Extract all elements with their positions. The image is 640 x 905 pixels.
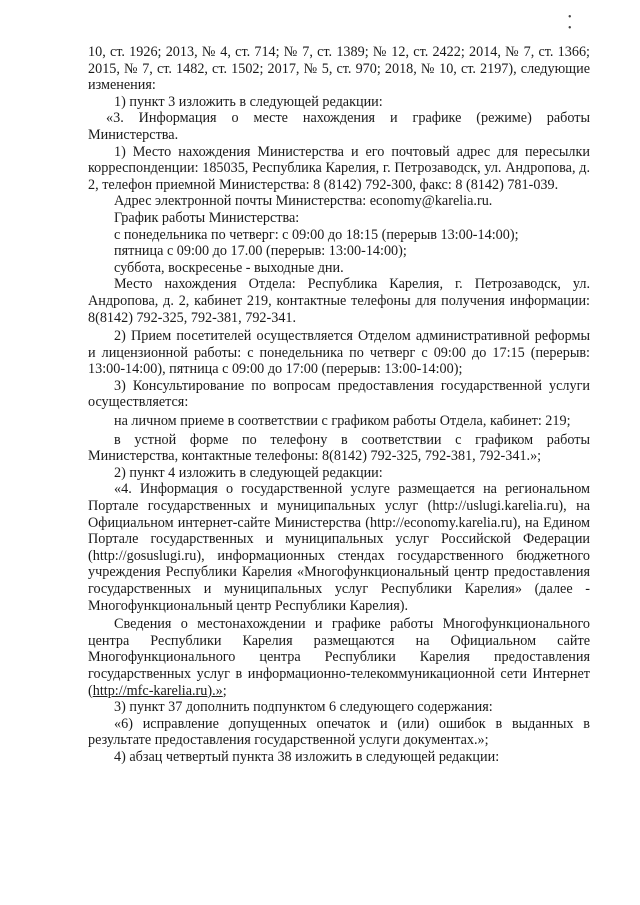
schedule-friday: пятница с 09:00 до 17.00 (перерыв: 13:00-14:00); [114,243,407,260]
department-location: Место нахождения Отдела: Республика Карелия, г. Петрозаводск, ул. Андропова, д. 2, кабинет 219, контактные телефоны для получения информации: 8(8142) 792-325, 792-381, 792-341. [88,276,590,326]
document-page [88,44,590,766]
schedule-weekend: суббота, воскресенье - выходные дни. [114,259,344,276]
mfc-info [88,616,590,699]
item-3-heading: 3) пункт 37 дополнить подпунктом 6 следующего содержания: [114,699,493,716]
mfc-info-text: Сведения о местонахождении и графике работы Многофункционального центра Республики Карелия размещаются на Официальном сайте Многофункционального центра Республики Карелия предоставления государственных услуг в информационно-телекоммуникационной сети Интернет ( [88,616,590,699]
item-1-heading: 1) пункт 3 изложить в следующей редакции: [114,93,383,110]
item-2-heading: 2) пункт 4 изложить в следующей редакции: [114,464,383,481]
section-4-text: «4. Информация о государственной услуге размещается на региональном Портале государственных и муниципальных услуг (http://uslugi.karelia.ru), на Официальном интернет-сайте Министерства (http://economy.karelia.ru), на Едином Портале государственных и муниципальных услуг Российской Федерации (http://gosuslugi.ru), информационных стендах государственного бюджетного учреждения Республики Карелия «Многофункциональный центр предоставления государственных и муниципальных услуг Республики Карелия» (далее - Многофункциональный центр Республики Карелия). [88,481,590,614]
paragraph-continuation: 10, ст. 1926; 2013, № 4, ст. 714; № 7, ст. 1389; № 12, ст. 2422; 2014, № 7, ст. 1366; 2015, № 7, ст. 1482, ст. 1502; 2017, № 5, ст. 970; 2018, № 10, ст. 2197), следующие изменения: [88,44,590,94]
consultation-phone: в устной форме по телефону в соответствии с графиком работы Министерства, контактные телефоны: 8(8142) 792-325, 792-381, 792-341.»; [88,431,590,465]
section-3-title: «3. Информация о месте нахождения и графике (режиме) работы Министерства. [88,110,590,143]
item-4-heading: 4) абзац четвертый пункта 38 изложить в следующей редакции: [114,748,500,765]
ministry-email: Адрес электронной почты Министерства: economy@karelia.ru. [114,193,493,210]
mfc-info-end: ; [222,682,227,699]
item-3-text: «6) исправление допущенных опечаток и (или) ошибок в выданных в результате предоставления государственной услуги документах.»; [88,715,590,749]
consultation-in-person: на личном приеме в соответствии с графиком работы Отдела, кабинет: 219; [114,413,571,430]
visitor-reception: 2) Прием посетителей осуществляется Отделом административной реформы и лицензионной работы: с понедельника по четверг с 09:00 до 17:15 (перерыв: 13:00-14:00), пятница с 09:00 до 17:00 (перерыв: 13:00-14:00); [88,328,590,378]
schedule-mon-thu: с понедельника по четверг: с 09:00 до 18:15 (перерыв 13:00-14:00); [114,226,519,243]
scan-marks: • • [568,12,594,34]
mfc-link[interactable]: http://mfc-karelia.ru).» [92,682,223,699]
schedule-heading: График работы Министерства: [114,209,300,226]
consultation: 3) Консультирование по вопросам предоставления государственной услуги осуществляется: [88,377,590,411]
ministry-address: 1) Место нахождения Министерства и его почтовый адрес для пересылки корреспонденции: 185035, Республика Карелия, г. Петрозаводск, ул. Андропова, д. 2, телефон приемной Министерства: 8 (8142) 792-300, факс: 8 (8142) 781-039. [88,143,590,193]
